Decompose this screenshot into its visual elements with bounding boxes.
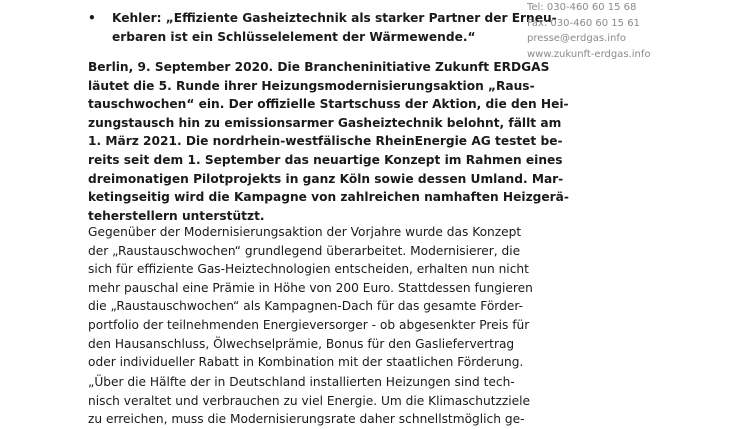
body-paragraph-2: [88, 223, 533, 372]
bullet-marker: •: [88, 11, 96, 25]
body-paragraph-3: [88, 373, 530, 429]
body-line: zu erreichen, muss die Modernisierungsrate daher schnellstmöglich ge-: [88, 412, 525, 427]
body-line: den Hausanschluss, Ölwechselprämie, Bonus für den Gasliefervertrag: [88, 336, 515, 351]
contact-website[interactable]: www.zukunft-erdgas.info: [527, 48, 651, 60]
lead-line: dreimonatigen Pilotprojekts in ganz Köln sowie dessen Umland. Mar-: [88, 171, 564, 186]
contact-email[interactable]: presse@erdgas.info: [527, 33, 627, 44]
lead-line: läutet die 5. Runde ihrer Heizungsmodernisierungsaktion „Raus-: [88, 78, 535, 93]
lead-line: reits seit dem 1. September das neuartige Konzept im Rahmen eines: [88, 152, 563, 167]
contact-phone: Tel: 030-460 60 15 68: [527, 2, 637, 13]
body-line: mehr pauschal eine Prämie in Höhe von 200 Euro. Stattdessen fungieren: [88, 280, 533, 295]
contact-fax: Fax: 030-460 60 15 61: [527, 17, 640, 29]
lead-paragraph: [88, 58, 569, 225]
body-line: oder individueller Rabatt in Kombination mit der staatlichen Förderung.: [88, 355, 524, 370]
body-line: portfolio der teilnehmenden Energieversorger - ob abgesenkter Preis für: [88, 317, 530, 332]
body-line: „Über die Hälfte der in Deutschland installierten Heizungen sind tech-: [88, 375, 515, 389]
body-line: nisch veraltet und verbrauchen zu viel Energie. Um die Klimaschutzziele: [88, 393, 531, 408]
lead-line: 1. März 2021. Die nordrhein-westfälische RheinEnergie AG testet be-: [88, 134, 563, 149]
body-line: die „Raustauschwochen“ als Kampagnen-Dach für das gesamte Förder-: [88, 299, 523, 314]
body-line: der „Raustauschwochen“ grundlegend überarbeitet. Modernisierer, die: [88, 243, 521, 258]
body-line: sich für effiziente Gas-Heiztechnologien entscheiden, erhalten nun nicht: [88, 262, 529, 277]
lead-line: teherstellern unterstützt.: [88, 208, 265, 223]
body-line: Gegenüber der Modernisierungsaktion der Vorjahre wurde das Konzept: [88, 225, 522, 239]
contact-sidebar: [527, 0, 650, 62]
lead-line: Berlin, 9. September 2020. Die Brancheninitiative Zukunft ERDGAS: [88, 60, 550, 74]
bullet-line: Kehler: „Effiziente Gasheiztechnik als starker Partner der Erneu-: [112, 11, 557, 25]
lead-line: ketingseitig wird die Kampagne von zahlreichen namhaften Heizgerä-: [88, 190, 569, 205]
bullet-text: [112, 9, 557, 46]
lead-line: zungstausch hin zu emissionsarmer Gasheiztechnik belohnt, fällt am: [88, 115, 562, 130]
bullet-line: erbaren ist ein Schlüsselelement der Wärmewende.“: [112, 29, 476, 44]
lead-line: tauschwochen“ ein. Der offizielle Startschuss der Aktion, die den Hei-: [88, 97, 569, 112]
